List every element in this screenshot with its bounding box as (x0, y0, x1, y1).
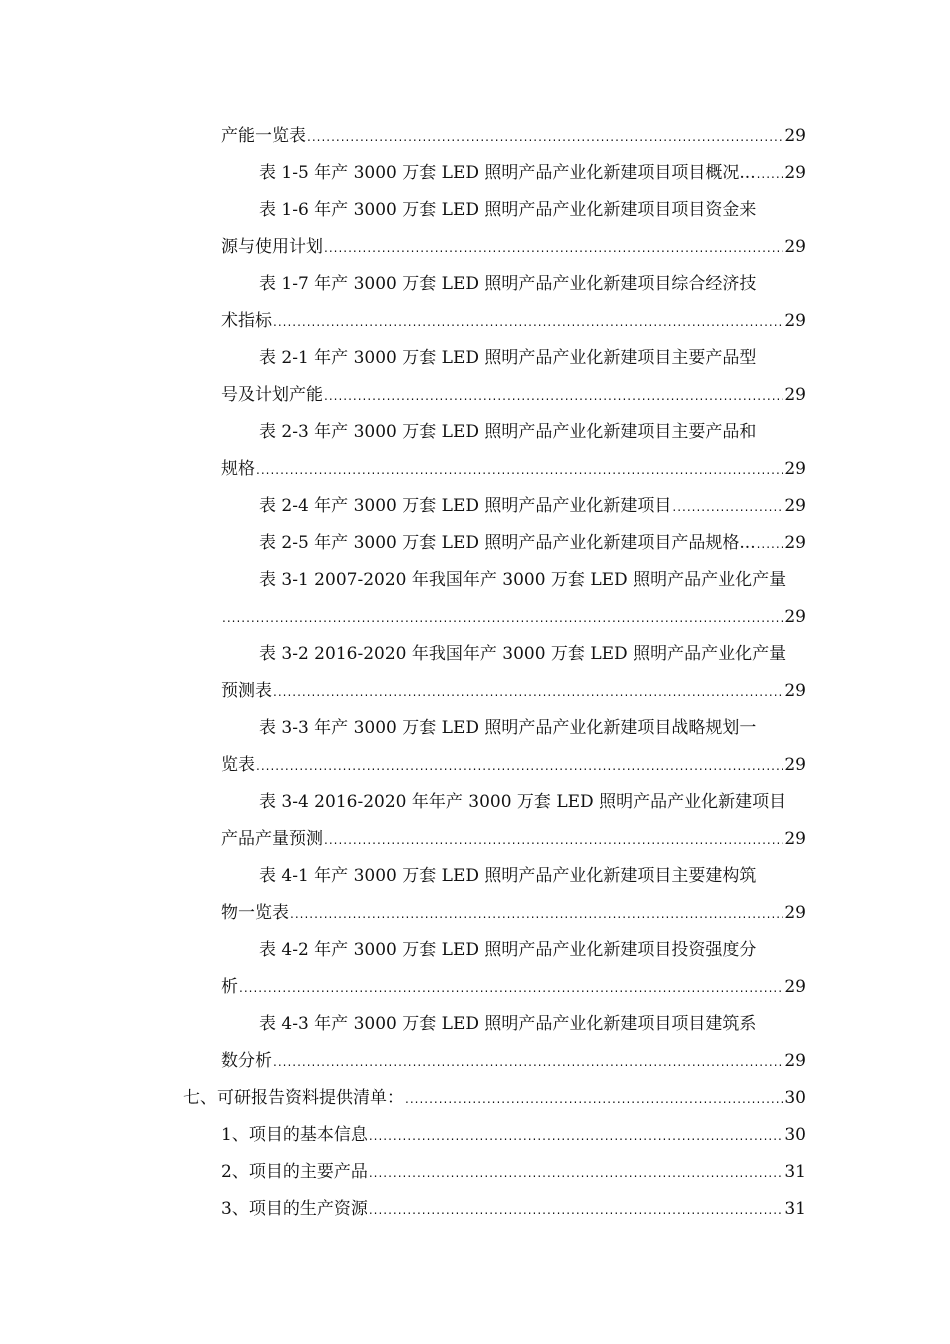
toc-entry[interactable] (259, 525, 806, 562)
toc-entry[interactable] (221, 895, 806, 932)
toc-page-number: 29 (784, 607, 806, 627)
dot-leader (757, 526, 784, 563)
toc-entry[interactable] (221, 747, 806, 784)
toc-entry-title: 析 (221, 977, 238, 997)
toc-entry-title: 表 2-4 年产 3000 万套 LED 照明产品产业化新建项目 (259, 496, 672, 516)
toc-entry[interactable] (221, 1154, 806, 1191)
toc-entry[interactable] (259, 932, 806, 969)
toc-entry-title: 预测表 (221, 681, 272, 701)
toc-entry-title: 产能一览表 (221, 126, 306, 146)
dot-leader (369, 1192, 784, 1229)
toc-entry[interactable] (259, 784, 806, 821)
toc-entry[interactable] (221, 1191, 806, 1228)
toc-entry[interactable] (259, 414, 806, 451)
dot-leader (239, 970, 783, 1007)
toc-entry-title: 产品产量预测 (221, 829, 323, 849)
toc-page-number: 31 (784, 1199, 806, 1219)
dot-leader (672, 489, 783, 526)
toc-entry-title: 表 4-2 年产 3000 万套 LED 照明产品产业化新建项目投资强度分 (259, 940, 757, 960)
toc-page-number: 29 (784, 237, 806, 257)
toc-entry-title: 规格 (221, 459, 255, 479)
toc-entry[interactable] (221, 377, 806, 414)
toc-page-number: 31 (784, 1162, 806, 1182)
toc-entry-title: 表 1-5 年产 3000 万套 LED 照明产品产业化新建项目项目概况... (259, 163, 756, 183)
toc-entry[interactable] (221, 1117, 806, 1154)
toc-entry-title: 号及计划产能 (221, 385, 323, 405)
toc-entry-title: 2、项目的主要产品 (221, 1162, 368, 1182)
toc-entry[interactable] (221, 303, 806, 340)
toc-page-number: 29 (784, 163, 806, 183)
toc-entry-title: 表 3-4 2016-2020 年年产 3000 万套 LED 照明产品产业化新建项目 (259, 792, 787, 812)
toc-page-number: 29 (784, 903, 806, 923)
toc-entry[interactable] (221, 229, 806, 266)
toc-entry-title: 源与使用计划 (221, 237, 323, 257)
dot-leader (256, 452, 783, 489)
toc-page-number: 29 (784, 496, 806, 516)
toc-page-number: 29 (784, 533, 806, 553)
toc-page-number: 29 (784, 829, 806, 849)
dot-leader (273, 674, 783, 711)
toc-entry-title: 1、项目的基本信息 (221, 1125, 368, 1145)
dot-leader (369, 1118, 784, 1155)
toc-entry-title: 3、项目的生产资源 (221, 1199, 368, 1219)
dot-leader (222, 600, 783, 637)
toc-page-number: 30 (784, 1125, 806, 1145)
toc-entry[interactable] (259, 636, 806, 673)
toc-entry[interactable] (221, 451, 806, 488)
dot-leader (256, 748, 783, 785)
toc-entry[interactable] (259, 192, 806, 229)
toc-entry[interactable] (221, 969, 806, 1006)
toc-entry-title: 表 3-3 年产 3000 万套 LED 照明产品产业化新建项目战略规划一 (259, 718, 757, 738)
dot-leader (324, 230, 783, 267)
toc-page-number: 29 (784, 311, 806, 331)
toc-entry-title: 表 2-3 年产 3000 万套 LED 照明产品产业化新建项目主要产品和 (259, 422, 757, 442)
toc-entry-title: 表 4-1 年产 3000 万套 LED 照明产品产业化新建项目主要建构筑 (259, 866, 757, 886)
toc-entry-title: 表 1-7 年产 3000 万套 LED 照明产品产业化新建项目综合经济技 (259, 274, 757, 294)
toc-page-number: 30 (784, 1088, 806, 1108)
toc-entry-title: 七、可研报告资料提供清单： (183, 1088, 404, 1108)
toc-entry-title: 表 4-3 年产 3000 万套 LED 照明产品产业化新建项目项目建筑系 (259, 1014, 757, 1034)
toc-entry[interactable] (221, 118, 806, 155)
dot-leader (405, 1081, 783, 1118)
toc-entry[interactable] (221, 1043, 806, 1080)
toc-page-number: 29 (784, 681, 806, 701)
toc-entry[interactable] (259, 266, 806, 303)
toc-entry[interactable] (259, 340, 806, 377)
toc-page-number: 29 (784, 755, 806, 775)
toc-entry-title: 表 2-1 年产 3000 万套 LED 照明产品产业化新建项目主要产品型 (259, 348, 757, 368)
dot-leader (273, 1044, 783, 1081)
dot-leader (757, 156, 784, 193)
toc-entry[interactable] (259, 562, 806, 599)
dot-leader (324, 822, 783, 859)
toc-entry[interactable] (259, 710, 806, 747)
toc-entry[interactable] (221, 821, 806, 858)
toc-page-number: 29 (784, 126, 806, 146)
toc-entry[interactable] (221, 599, 806, 636)
dot-leader (307, 119, 783, 156)
toc-entry-title: 表 3-1 2007-2020 年我国年产 3000 万套 LED 照明产品产业化产量 (259, 570, 787, 590)
toc-entry-title: 览表 (221, 755, 255, 775)
dot-leader (324, 378, 783, 415)
toc-entry-title: 表 1-6 年产 3000 万套 LED 照明产品产业化新建项目项目资金来 (259, 200, 757, 220)
dot-leader (273, 304, 783, 341)
toc-entry[interactable] (259, 155, 806, 192)
toc-page-number: 29 (784, 459, 806, 479)
toc-entry-title: 物一览表 (221, 903, 289, 923)
toc-entry[interactable] (259, 1006, 806, 1043)
toc-entry-title: 数分析 (221, 1051, 272, 1071)
toc-entry[interactable] (259, 858, 806, 895)
toc-entry-title: 表 2-5 年产 3000 万套 LED 照明产品产业化新建项目产品规格... (259, 533, 756, 553)
toc-entry[interactable] (183, 1080, 806, 1117)
toc-entry-title: 术指标 (221, 311, 272, 331)
toc-entry-title: 表 3-2 2016-2020 年我国年产 3000 万套 LED 照明产品产业化产量 (259, 644, 787, 664)
toc-page-number: 29 (784, 1051, 806, 1071)
dot-leader (369, 1155, 784, 1192)
toc-page-number: 29 (784, 977, 806, 997)
toc-entry[interactable] (259, 488, 806, 525)
toc-page-number: 29 (784, 385, 806, 405)
dot-leader (290, 896, 783, 933)
toc-entry[interactable] (221, 673, 806, 710)
